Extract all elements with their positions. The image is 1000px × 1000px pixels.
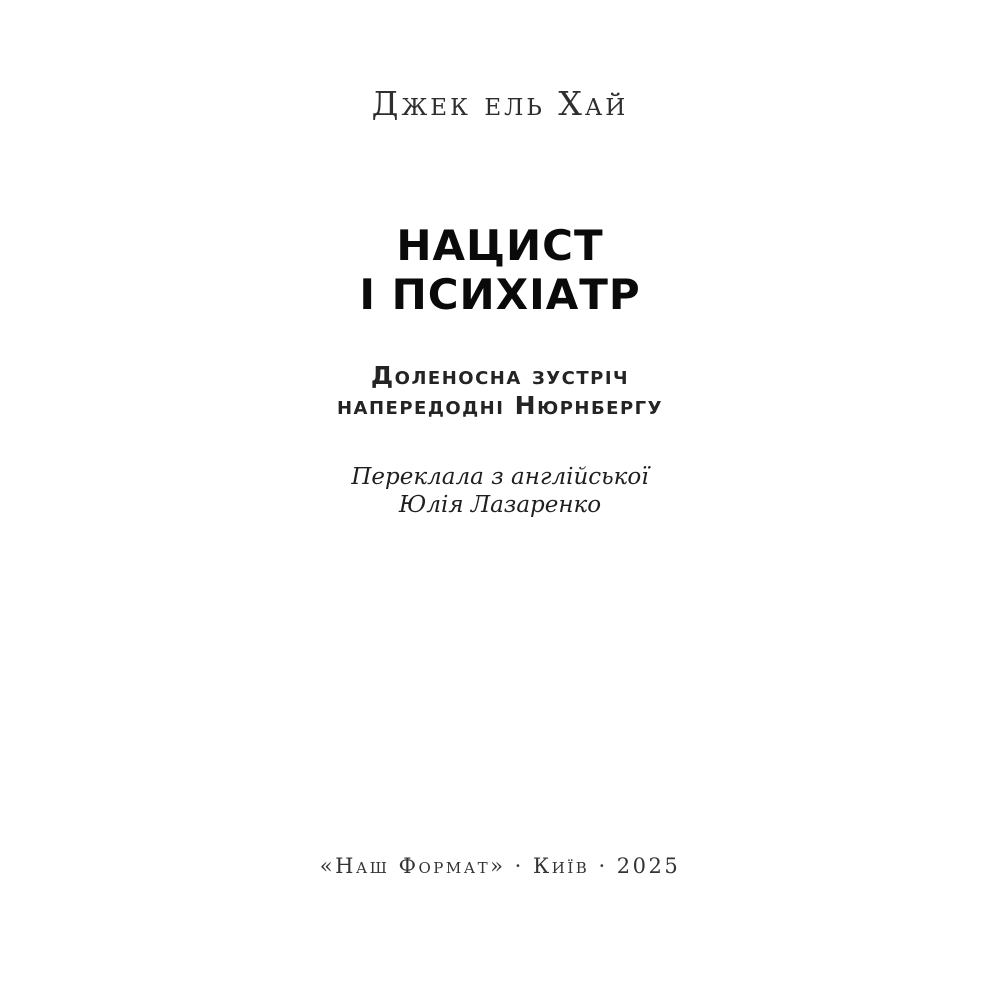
- book-subtitle-line2: напередодні Нюрнбергу: [336, 391, 664, 420]
- book-subtitle: [0, 361, 1000, 421]
- book-subtitle-line1: Доленосна зустріч: [370, 361, 630, 390]
- author-name: Джек ель Хай: [371, 84, 629, 123]
- book-title-line2: І ПСИХІАТР: [359, 270, 641, 319]
- translation-credit-line1: Переклала з англійської: [351, 464, 649, 490]
- book-title: [0, 221, 1000, 319]
- book-title-line1: НАЦИСТ: [396, 221, 604, 270]
- publisher-imprint: «Наш Формат» · Київ · 2025: [319, 854, 681, 878]
- translation-credit: [0, 463, 1000, 519]
- translator-name: Юлія Лазаренко: [398, 492, 602, 518]
